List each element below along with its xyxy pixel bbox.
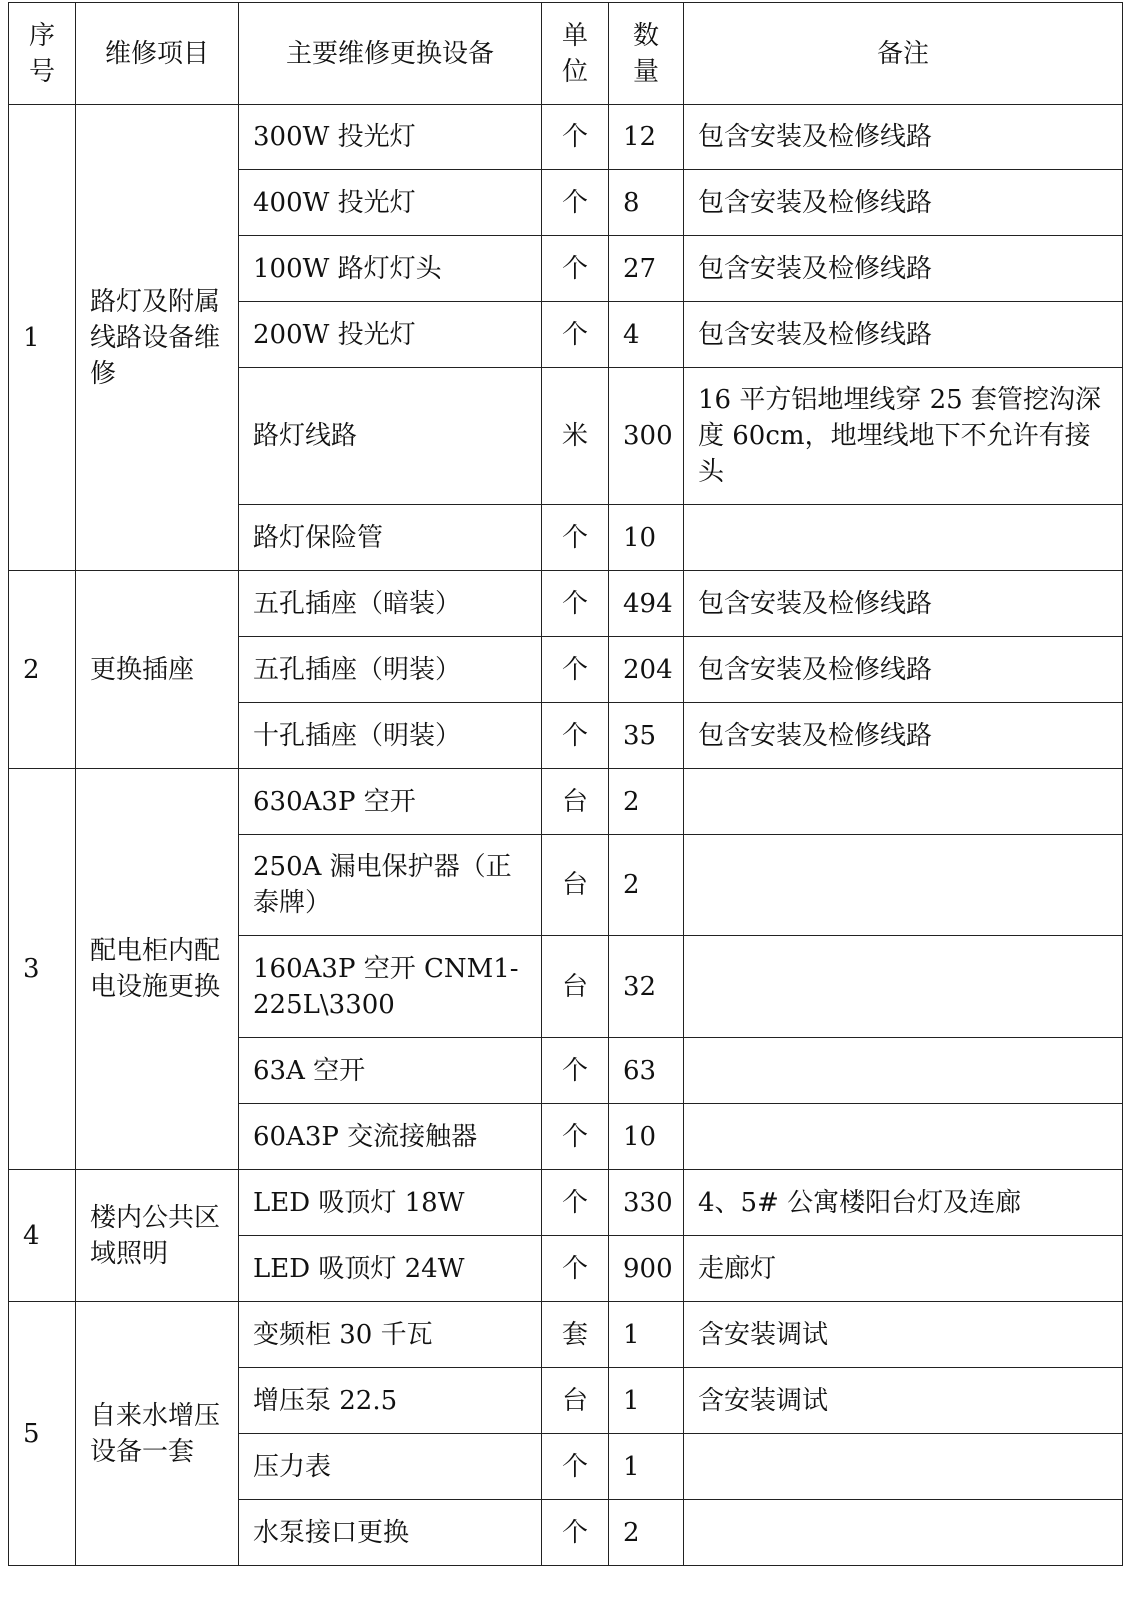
unit-cell: 个 (542, 1104, 609, 1170)
group-item: 楼内公共区域照明 (76, 1170, 239, 1302)
qty-cell: 4 (609, 302, 684, 368)
equipment-cell: 60A3P 交流接触器 (239, 1104, 542, 1170)
qty-cell: 12 (609, 105, 684, 170)
repair-items-table (8, 2, 1123, 1566)
unit-cell: 台 (542, 936, 609, 1038)
group-seq: 5 (9, 1302, 76, 1566)
equipment-cell: 五孔插座（暗装） (239, 571, 542, 637)
remark-cell: 16 平方铝地埋线穿 25 套管挖沟深度 60cm，地埋线地下不允许有接头 (684, 368, 1123, 505)
equipment-cell: 160A3P 空开 CNM1- 225L\3300 (239, 936, 542, 1038)
equipment-cell: 630A3P 空开 (239, 769, 542, 835)
group-item: 配电柜内配电设施更换 (76, 769, 239, 1170)
unit-cell: 个 (542, 637, 609, 703)
header-unit: 单位 (542, 3, 609, 105)
group-item: 更换插座 (76, 571, 239, 769)
equipment-cell: 增压泵 22.5 (239, 1368, 542, 1434)
unit-cell: 套 (542, 1302, 609, 1368)
table-row (9, 1302, 1123, 1368)
remark-cell: 包含安装及检修线路 (684, 170, 1123, 236)
remark-cell (684, 835, 1123, 936)
qty-cell: 27 (609, 236, 684, 302)
remark-cell: 包含安装及检修线路 (684, 302, 1123, 368)
qty-cell: 1 (609, 1302, 684, 1368)
remark-cell: 包含安装及检修线路 (684, 703, 1123, 769)
qty-cell: 2 (609, 1500, 684, 1566)
equipment-cell: 250A 漏电保护器（正泰牌） (239, 835, 542, 936)
equipment-cell: 路灯保险管 (239, 505, 542, 571)
remark-cell (684, 1500, 1123, 1566)
equipment-cell: LED 吸顶灯 18W (239, 1170, 542, 1236)
remark-cell: 包含安装及检修线路 (684, 236, 1123, 302)
unit-cell: 个 (542, 703, 609, 769)
table-row (9, 769, 1123, 835)
unit-cell: 个 (542, 1236, 609, 1302)
qty-cell: 32 (609, 936, 684, 1038)
remark-cell (684, 769, 1123, 835)
equipment-cell: 100W 路灯灯头 (239, 236, 542, 302)
equipment-cell: 路灯线路 (239, 368, 542, 505)
table-row (9, 105, 1123, 170)
unit-cell: 米 (542, 368, 609, 505)
remark-cell: 包含安装及检修线路 (684, 105, 1123, 170)
equipment-cell: 压力表 (239, 1434, 542, 1500)
qty-cell: 10 (609, 505, 684, 571)
header-seq: 序号 (9, 3, 76, 105)
header-row (9, 3, 1123, 105)
qty-cell: 330 (609, 1170, 684, 1236)
qty-cell: 900 (609, 1236, 684, 1302)
equipment-cell: 变频柜 30 千瓦 (239, 1302, 542, 1368)
equipment-cell: 300W 投光灯 (239, 105, 542, 170)
remark-cell (684, 1038, 1123, 1104)
equipment-cell: 63A 空开 (239, 1038, 542, 1104)
unit-cell: 台 (542, 1368, 609, 1434)
header-remark: 备注 (684, 3, 1123, 105)
qty-cell: 35 (609, 703, 684, 769)
equipment-cell: 五孔插座（明装） (239, 637, 542, 703)
table-body (9, 3, 1123, 1566)
remark-cell (684, 936, 1123, 1038)
remark-cell (684, 1104, 1123, 1170)
remark-cell: 含安装调试 (684, 1368, 1123, 1434)
unit-cell: 个 (542, 105, 609, 170)
header-item: 维修项目 (76, 3, 239, 105)
qty-cell: 204 (609, 637, 684, 703)
unit-cell: 台 (542, 769, 609, 835)
remark-cell: 包含安装及检修线路 (684, 637, 1123, 703)
qty-cell: 2 (609, 769, 684, 835)
remark-cell (684, 505, 1123, 571)
group-item: 路灯及附属线路设备维修 (76, 105, 239, 571)
table-row (9, 1170, 1123, 1236)
unit-cell: 个 (542, 1170, 609, 1236)
unit-cell: 个 (542, 302, 609, 368)
header-qty: 数量 (609, 3, 684, 105)
group-item: 自来水增压设备一套 (76, 1302, 239, 1566)
unit-cell: 个 (542, 505, 609, 571)
remark-cell: 4、5# 公寓楼阳台灯及连廊 (684, 1170, 1123, 1236)
remark-cell: 含安装调试 (684, 1302, 1123, 1368)
qty-cell: 2 (609, 835, 684, 936)
equipment-cell: 十孔插座（明装） (239, 703, 542, 769)
remark-cell: 走廊灯 (684, 1236, 1123, 1302)
remark-cell: 包含安装及检修线路 (684, 571, 1123, 637)
qty-cell: 8 (609, 170, 684, 236)
equipment-cell: 水泵接口更换 (239, 1500, 542, 1566)
header-equipment: 主要维修更换设备 (239, 3, 542, 105)
qty-cell: 1 (609, 1434, 684, 1500)
group-seq: 3 (9, 769, 76, 1170)
equipment-cell: 400W 投光灯 (239, 170, 542, 236)
qty-cell: 494 (609, 571, 684, 637)
unit-cell: 个 (542, 1500, 609, 1566)
unit-cell: 个 (542, 1434, 609, 1500)
unit-cell: 个 (542, 571, 609, 637)
unit-cell: 台 (542, 835, 609, 936)
group-seq: 4 (9, 1170, 76, 1302)
unit-cell: 个 (542, 1038, 609, 1104)
qty-cell: 10 (609, 1104, 684, 1170)
qty-cell: 63 (609, 1038, 684, 1104)
group-seq: 2 (9, 571, 76, 769)
qty-cell: 1 (609, 1368, 684, 1434)
equipment-cell: 200W 投光灯 (239, 302, 542, 368)
qty-cell: 300 (609, 368, 684, 505)
unit-cell: 个 (542, 236, 609, 302)
table-row (9, 571, 1123, 637)
unit-cell: 个 (542, 170, 609, 236)
group-seq: 1 (9, 105, 76, 571)
remark-cell (684, 1434, 1123, 1500)
equipment-cell: LED 吸顶灯 24W (239, 1236, 542, 1302)
